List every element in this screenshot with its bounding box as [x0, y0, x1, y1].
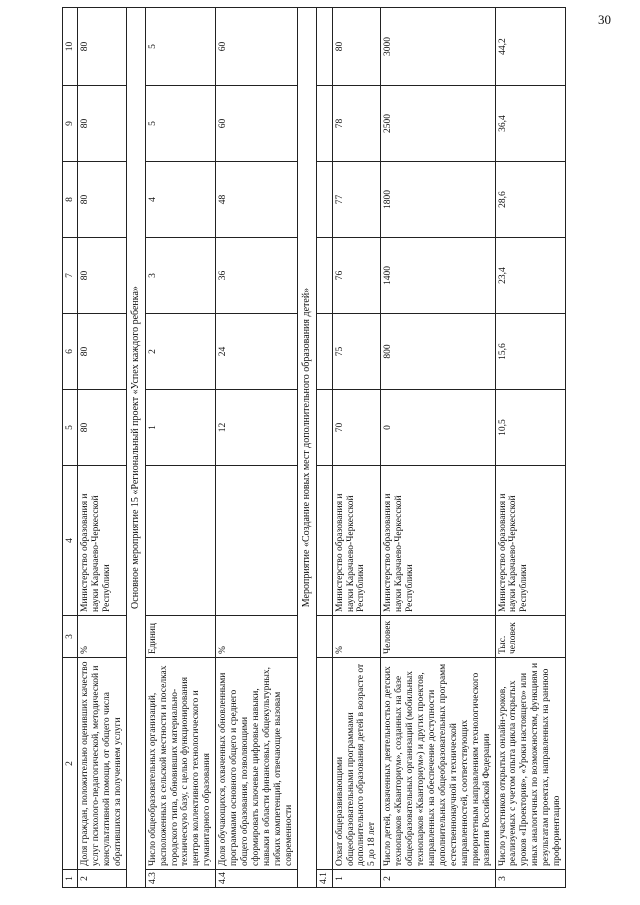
- unit: %: [332, 616, 381, 658]
- responsible-body: Министерство образования и науки Карачаево-Черкесской Республики: [78, 466, 127, 616]
- row-number: 2: [381, 870, 495, 888]
- indicator-row: [216, 8, 297, 888]
- row-number: 4.3: [145, 870, 216, 888]
- column-number-row: [63, 8, 78, 888]
- row-number: 2: [78, 870, 127, 888]
- column-number: 5: [63, 390, 78, 466]
- year-value: 76: [332, 238, 381, 314]
- table-body: [63, 8, 566, 888]
- year-value: 80: [78, 238, 127, 314]
- year-value: 80: [332, 8, 381, 86]
- year-value: 36,4: [495, 86, 566, 162]
- year-value: 80: [78, 8, 127, 86]
- year-value: 60: [216, 86, 297, 162]
- column-number: 6: [63, 314, 78, 390]
- year-value: 36: [216, 238, 297, 314]
- row-number: 4.1: [316, 870, 332, 888]
- row-number: 3: [495, 870, 566, 888]
- indicator-name: Число детей, охваченных деятельностью детских технопарков «Кванториум», созданных на базе общеобразовательных организаций (мобильных технопарков «Кванториум») и других проектов, направленных на обеспечение доступности дополнительных общеобразовательных программ естественнонаучной и технической направленностей, соответствующих приоритетным направлениям технологического развития Российской Федерации: [381, 658, 495, 870]
- year-value: 5: [145, 8, 216, 86]
- indicator-name: Охват общеразвивающими общеобразовательными программами дополнительного образования детей в возрасте от 5 до 18 лет: [332, 658, 381, 870]
- responsible-body: Министерство образования и науки Карачаево-Черкесской Республики: [495, 466, 566, 616]
- column-number: 9: [63, 86, 78, 162]
- responsible-body: [316, 466, 332, 616]
- year-value: 80: [78, 314, 127, 390]
- year-value: 10,5: [495, 390, 566, 466]
- year-value: 3000: [381, 8, 495, 86]
- page-number: 30: [598, 12, 611, 27]
- year-value: 44,2: [495, 8, 566, 86]
- rotated-table-container: [62, 8, 622, 888]
- unit: [316, 616, 332, 658]
- year-value: 1400: [381, 238, 495, 314]
- indicators-table: [62, 7, 566, 888]
- year-value: 2: [145, 314, 216, 390]
- year-value: 23,4: [495, 238, 566, 314]
- year-value: 2500: [381, 86, 495, 162]
- column-number: 8: [63, 162, 78, 238]
- year-value: 5: [145, 86, 216, 162]
- year-value: 80: [78, 390, 127, 466]
- rotated-table-wrapper: [62, 8, 622, 888]
- year-value: 24: [216, 314, 297, 390]
- row-number: 4.4: [216, 870, 297, 888]
- indicator-row: [145, 8, 216, 888]
- section-header-row: [126, 8, 145, 888]
- indicator-name: Число общеобразовательных организаций, расположенных в сельской местности и поселках городского типа, обновивших материально-техническую базу, с целью функционирования центров коллективного технологического и гуманитарного образования: [145, 658, 216, 870]
- year-value: 70: [332, 390, 381, 466]
- year-value: 800: [381, 314, 495, 390]
- year-value: 75: [332, 314, 381, 390]
- column-number: 3: [63, 616, 78, 658]
- year-value: 80: [78, 86, 127, 162]
- unit: %: [216, 616, 297, 658]
- unit: Человек: [381, 616, 495, 658]
- indicator-name: [316, 658, 332, 870]
- responsible-body: Министерство образования и науки Карачаево-Черкесской Республики: [381, 466, 495, 616]
- unit: Тыс. человек: [495, 616, 566, 658]
- column-number: 7: [63, 238, 78, 314]
- column-number: 10: [63, 8, 78, 86]
- year-value: 15,6: [495, 314, 566, 390]
- responsible-body: [216, 466, 297, 616]
- year-value: 80: [78, 162, 127, 238]
- responsible-body: [145, 466, 216, 616]
- indicator-name: Доля граждан, положительно оценивших качество услуг психолого-педагогической, методической и консультативной помощи, от общего числа обратившихся за получением услуги: [78, 658, 127, 870]
- year-value: 1800: [381, 162, 495, 238]
- unit: Единиц: [145, 616, 216, 658]
- section-title: Мероприятие «Создание новых мест дополнительного образования детей»: [297, 8, 316, 888]
- section-title: Основное мероприятие 15 «Региональный проект «Успех каждого ребенка»: [126, 8, 145, 888]
- year-value: 48: [216, 162, 297, 238]
- year-value: 3: [145, 238, 216, 314]
- column-number: 2: [63, 658, 78, 870]
- year-value: [316, 314, 332, 390]
- year-value: 28,6: [495, 162, 566, 238]
- year-value: [316, 238, 332, 314]
- year-value: 78: [332, 86, 381, 162]
- indicator-row: [495, 8, 566, 888]
- year-value: 1: [145, 390, 216, 466]
- year-value: [316, 8, 332, 86]
- year-value: 0: [381, 390, 495, 466]
- year-value: [316, 86, 332, 162]
- indicator-name: Число участников открытых онлайн-уроков, реализуемых с учетом опыта цикла открытых уроков «Проектория», «Уроки настоящего» или иных аналогичных по возможностям, функциям и результатам проектах, направленных на раннюю профориентацию: [495, 658, 566, 870]
- row-number: 1: [332, 870, 381, 888]
- year-value: [316, 390, 332, 466]
- responsible-body: Министерство образования и науки Карачаево-Черкесской Республики: [332, 466, 381, 616]
- year-value: 4: [145, 162, 216, 238]
- indicator-row: [316, 8, 332, 888]
- indicator-row: [381, 8, 495, 888]
- year-value: [316, 162, 332, 238]
- column-number: 4: [63, 466, 78, 616]
- indicator-row: [332, 8, 381, 888]
- unit: %: [78, 616, 127, 658]
- column-number: 1: [63, 870, 78, 888]
- year-value: 77: [332, 162, 381, 238]
- section-header-row: [297, 8, 316, 888]
- indicator-name: Доля обучающихся, охваченных обновленными программами основного общего и среднего общего образования, позволяющими сформировать ключевые цифровые навыки, навыки в области финансовых, общекультурных, гибких компетенций, отвечающие вызовам современности: [216, 658, 297, 870]
- indicator-row: [78, 8, 127, 888]
- year-value: 12: [216, 390, 297, 466]
- year-value: 60: [216, 8, 297, 86]
